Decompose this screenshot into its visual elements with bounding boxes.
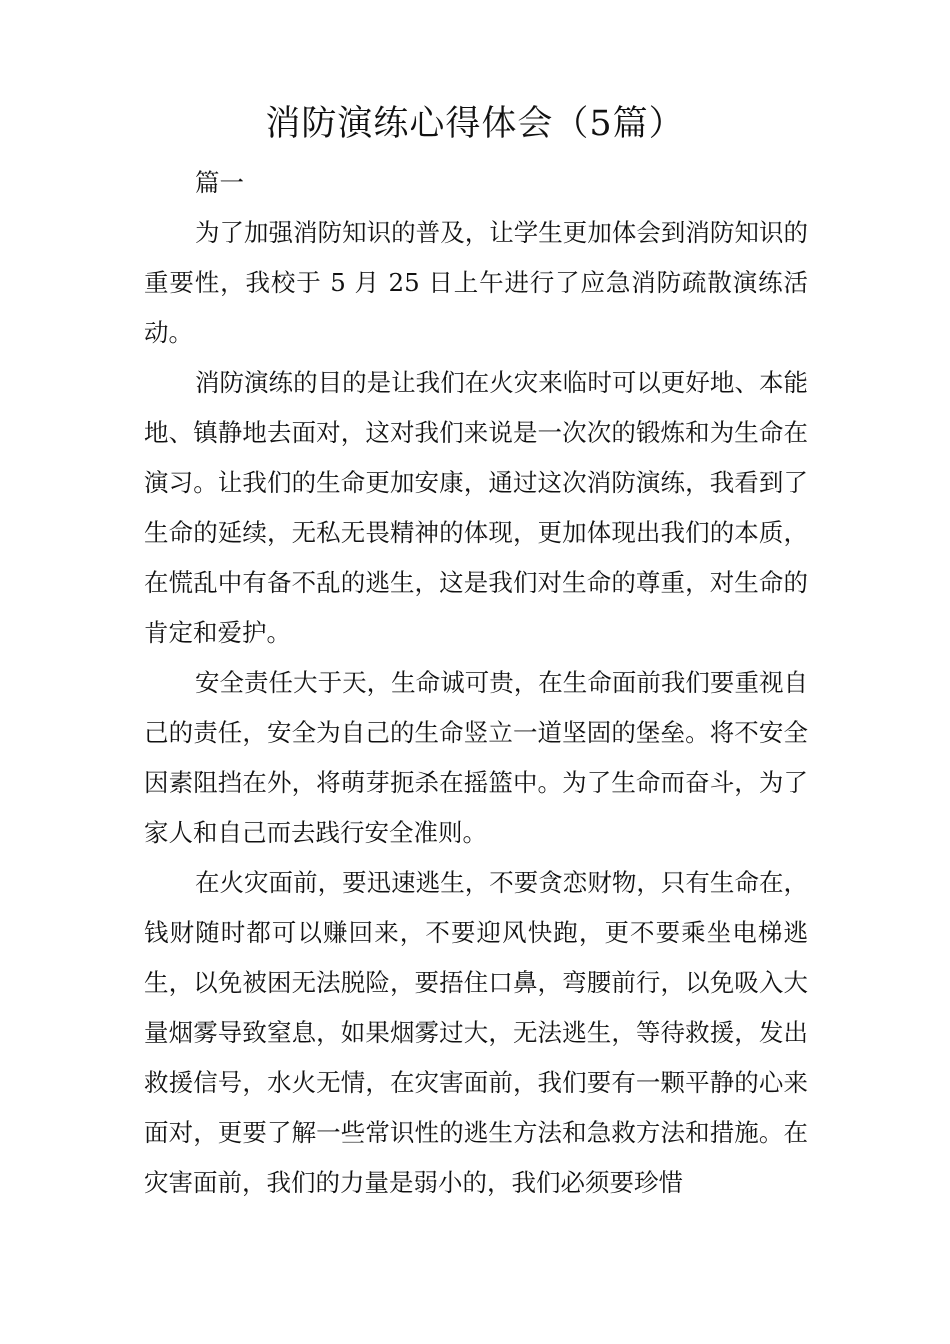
document-title: 消防演练心得体会（5篇）: [265, 104, 685, 144]
document-body: [144, 158, 808, 1208]
paragraph-1: 为了加强消防知识的普及，让学生更加体会到消防知识的重要性，我校于 5 月 25 日上午进行了应急消防疏散演练活动。: [144, 218, 808, 347]
paragraph-3: 安全责任大于天，生命诚可贵，在生命面前我们要重视自己的责任，安全为自己的生命竖立一道坚固的堡垒。将不安全因素阻挡在外，将萌芽扼杀在摇篮中。为了生命而奋斗，为了家人和自己而去践行安全准则。: [144, 668, 808, 847]
section-heading: 篇一: [195, 168, 244, 197]
paragraph-4: 在火灾面前，要迅速逃生，不要贪恋财物，只有生命在，钱财随时都可以赚回来，不要迎风快跑，更不要乘坐电梯逃生，以免被困无法脱险，要捂住口鼻，弯腰前行，以免吸入大量烟雾导致窒息，如果烟雾过大，无法逃生，等待救援，发出救援信号，水火无情，在灾害面前，我们要有一颗平静的心来面对，更要了解一些常识性的逃生方法和急救方法和措施。在灾害面前，我们的力量是弱小的，我们必须要珍惜: [144, 868, 808, 1197]
paragraph-2: 消防演练的目的是让我们在火灾来临时可以更好地、本能地、镇静地去面对，这对我们来说是一次次的锻炼和为生命在演习。让我们的生命更加安康，通过这次消防演练，我看到了生命的延续，无私无畏精神的体现，更加体现出我们的本质，在慌乱中有备不乱的逃生，这是我们对生命的尊重，对生命的肯定和爱护。: [144, 368, 808, 647]
